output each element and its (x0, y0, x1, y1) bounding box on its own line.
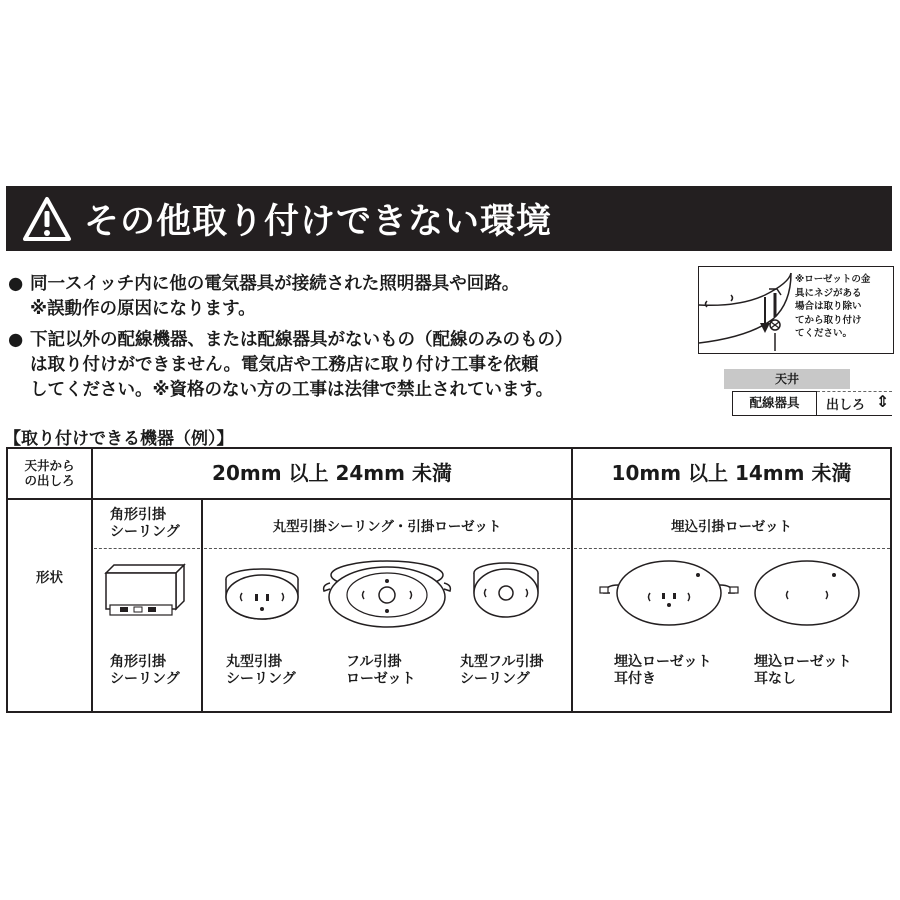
dashed-divider (204, 548, 570, 549)
device-caption: 埋込ローゼット 耳付き (614, 654, 712, 687)
compatible-devices-table (6, 447, 892, 713)
bullet-mark: ● (8, 330, 24, 350)
round-full-ceiling-icon (466, 557, 546, 623)
corner-header: 天井から の出しろ (24, 458, 75, 488)
round-ceiling-icon (222, 563, 302, 623)
inset-note: ※ローゼットの金 具にネジがある 場合は取り除い てから取り付け てください。 (795, 274, 871, 339)
device-caption: 丸型フル引掛 シーリング (460, 654, 544, 687)
banner-title: その他取り付けできない環境 (84, 201, 553, 242)
device-caption: 丸型引掛 シーリング (226, 654, 296, 687)
column-header-20mm: 20mm 以上 24mm 未満 (212, 461, 452, 485)
device-caption: 角形引掛 シーリング (110, 654, 180, 687)
column-header-10mm: 10mm 以上 14mm 未満 (611, 461, 852, 485)
bullet-list (8, 272, 688, 403)
full-rosette-icon (318, 555, 456, 631)
warning-triangle-icon (22, 196, 72, 242)
dashed-divider (94, 548, 200, 549)
table-label: 【取り付けできる機器（例）】 (4, 429, 234, 449)
square-ceiling-icon (100, 559, 200, 619)
ceiling-bar: 天井 (724, 369, 850, 389)
table-divider (8, 498, 890, 500)
bullet-text: 下記以外の配線機器、または配線器具がないもの（配線のみのもの） は取り付けができません。電気店や工務店に取り付け工事を依頼 してください。※資格のない方の工事は法律で禁止されています。 (30, 330, 573, 400)
subheader-embedded: 埋込引掛ローゼット (671, 519, 792, 535)
bullet-item (8, 272, 688, 322)
embedded-rosette-ears-icon (598, 557, 740, 629)
subheader-round: 丸型引掛シーリング・引掛ローゼット (272, 519, 502, 535)
warning-banner (6, 186, 892, 251)
extension-label: 出しろ (826, 398, 866, 413)
dashed-divider (574, 548, 890, 549)
rosette-screw-inset (698, 266, 894, 354)
bullet-mark: ● (8, 274, 24, 294)
row-label-shape: 形状 (36, 570, 63, 586)
fixture-box: 配線器具 (732, 391, 817, 416)
device-caption: フル引掛 ローゼット (346, 654, 416, 687)
bullet-item (8, 328, 688, 403)
subheader-square: 角形引掛 シーリング (110, 507, 180, 540)
bullet-text: 同一スイッチ内に他の電気器具が接続された照明器具や回路。 ※誤動作の原因になります。 (30, 274, 520, 319)
device-caption: 埋込ローゼット 耳なし (754, 654, 852, 687)
double-arrow-icon: ⇕ (876, 392, 890, 411)
embedded-rosette-no-ears-icon (752, 555, 862, 627)
